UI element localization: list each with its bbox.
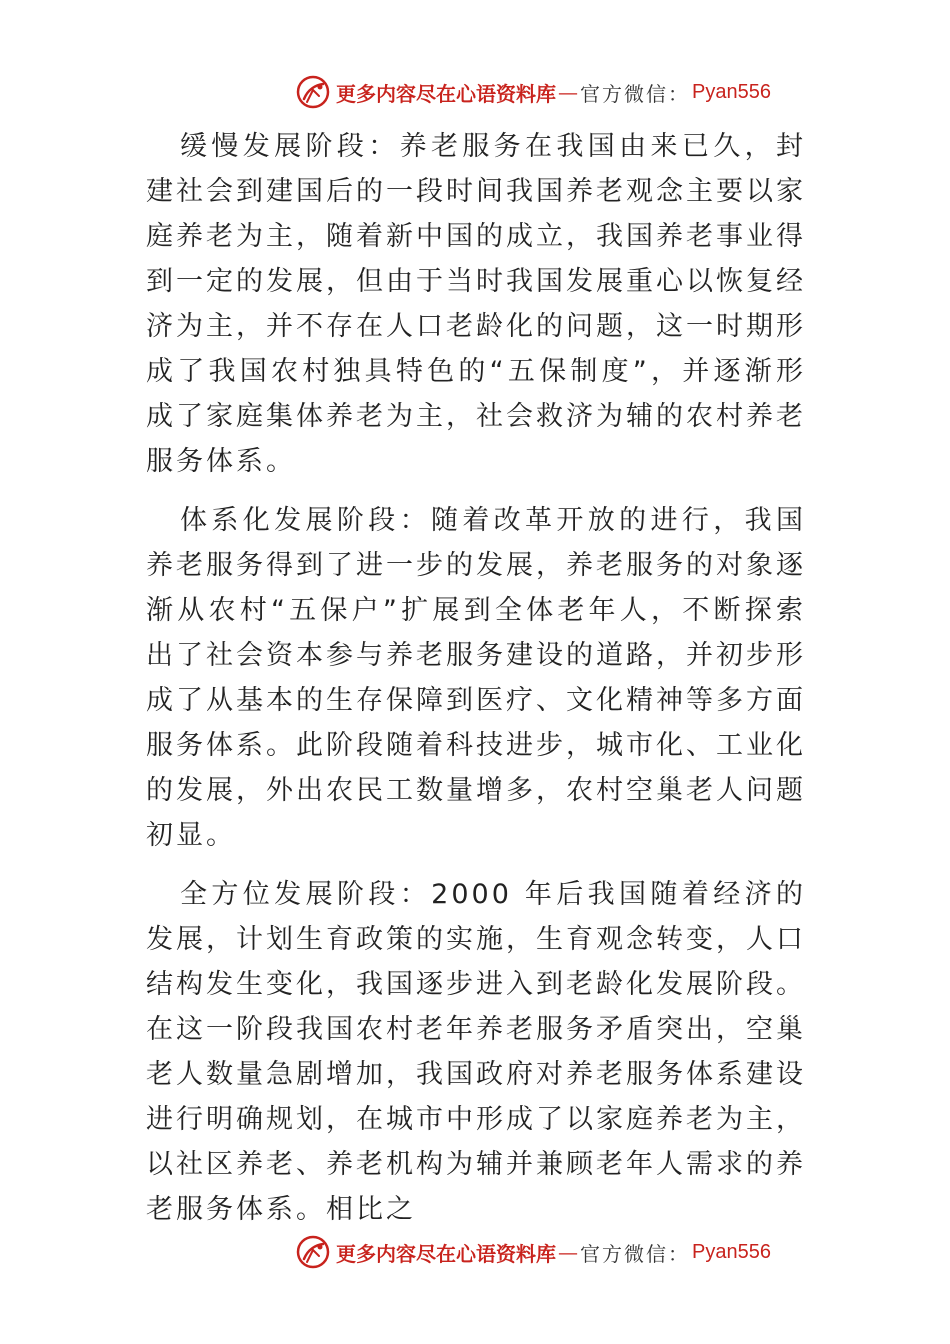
document-body	[146, 124, 806, 1246]
brand-logo-icon	[296, 75, 330, 109]
watermark-official-label: 官方微信：	[580, 1241, 690, 1266]
paragraph-comprehensive-development: 全方位发展阶段：2000 年后我国随着经济的发展，计划生育政策的实施，生育观念转变，人口结构发生变化，我国逐步进入到老龄化发展阶段。在这一阶段我国农村老年养老服务矛盾突出，空巢老人数量急剧增加，我国政府对养老服务体系建设进行明确规划，在城市中形成了以家庭养老为主，以社区养老、养老机构为辅并兼顾老年人需求的养老服务体系。相比之	[146, 879, 806, 1225]
watermark-wechat-id: Pyan556	[692, 1240, 771, 1263]
paragraph-slow-development: 缓慢发展阶段：养老服务在我国由来已久，封建社会到建国后的一段时间我国养老观念主要以家庭养老为主，随着新中国的成立，我国养老事业得到一定的发展，但由于当时我国发展重心以恢复经济为主，并不存在人口老龄化的问题，这一时期形成了我国农村独具特色的“五保制度”，并逐渐形成了家庭集体养老为主，社会救济为辅的农村养老服务体系。	[146, 131, 806, 477]
brand-logo-icon	[296, 1235, 330, 1269]
watermark-wechat-id: Pyan556	[692, 80, 771, 103]
watermark-dash: —	[558, 80, 578, 104]
watermark-brand-text: 更多内容尽在心语资料库	[336, 81, 556, 106]
watermark-official-label: 官方微信：	[580, 81, 690, 106]
watermark-dash: —	[558, 1240, 578, 1264]
header-watermark	[296, 74, 771, 110]
footer-watermark	[296, 1234, 771, 1270]
watermark-brand-text: 更多内容尽在心语资料库	[336, 1241, 556, 1266]
paragraph-systematic-development: 体系化发展阶段：随着改革开放的进行，我国养老服务得到了进一步的发展，养老服务的对象逐渐从农村“五保户”扩展到全体老年人，不断探索出了社会资本参与养老服务建设的道路，并初步形成了从基本的生存保障到医疗、文化精神等多方面服务体系。此阶段随着科技进步，城市化、工业化的发展，外出农民工数量增多，农村空巢老人问题初显。	[146, 505, 806, 851]
